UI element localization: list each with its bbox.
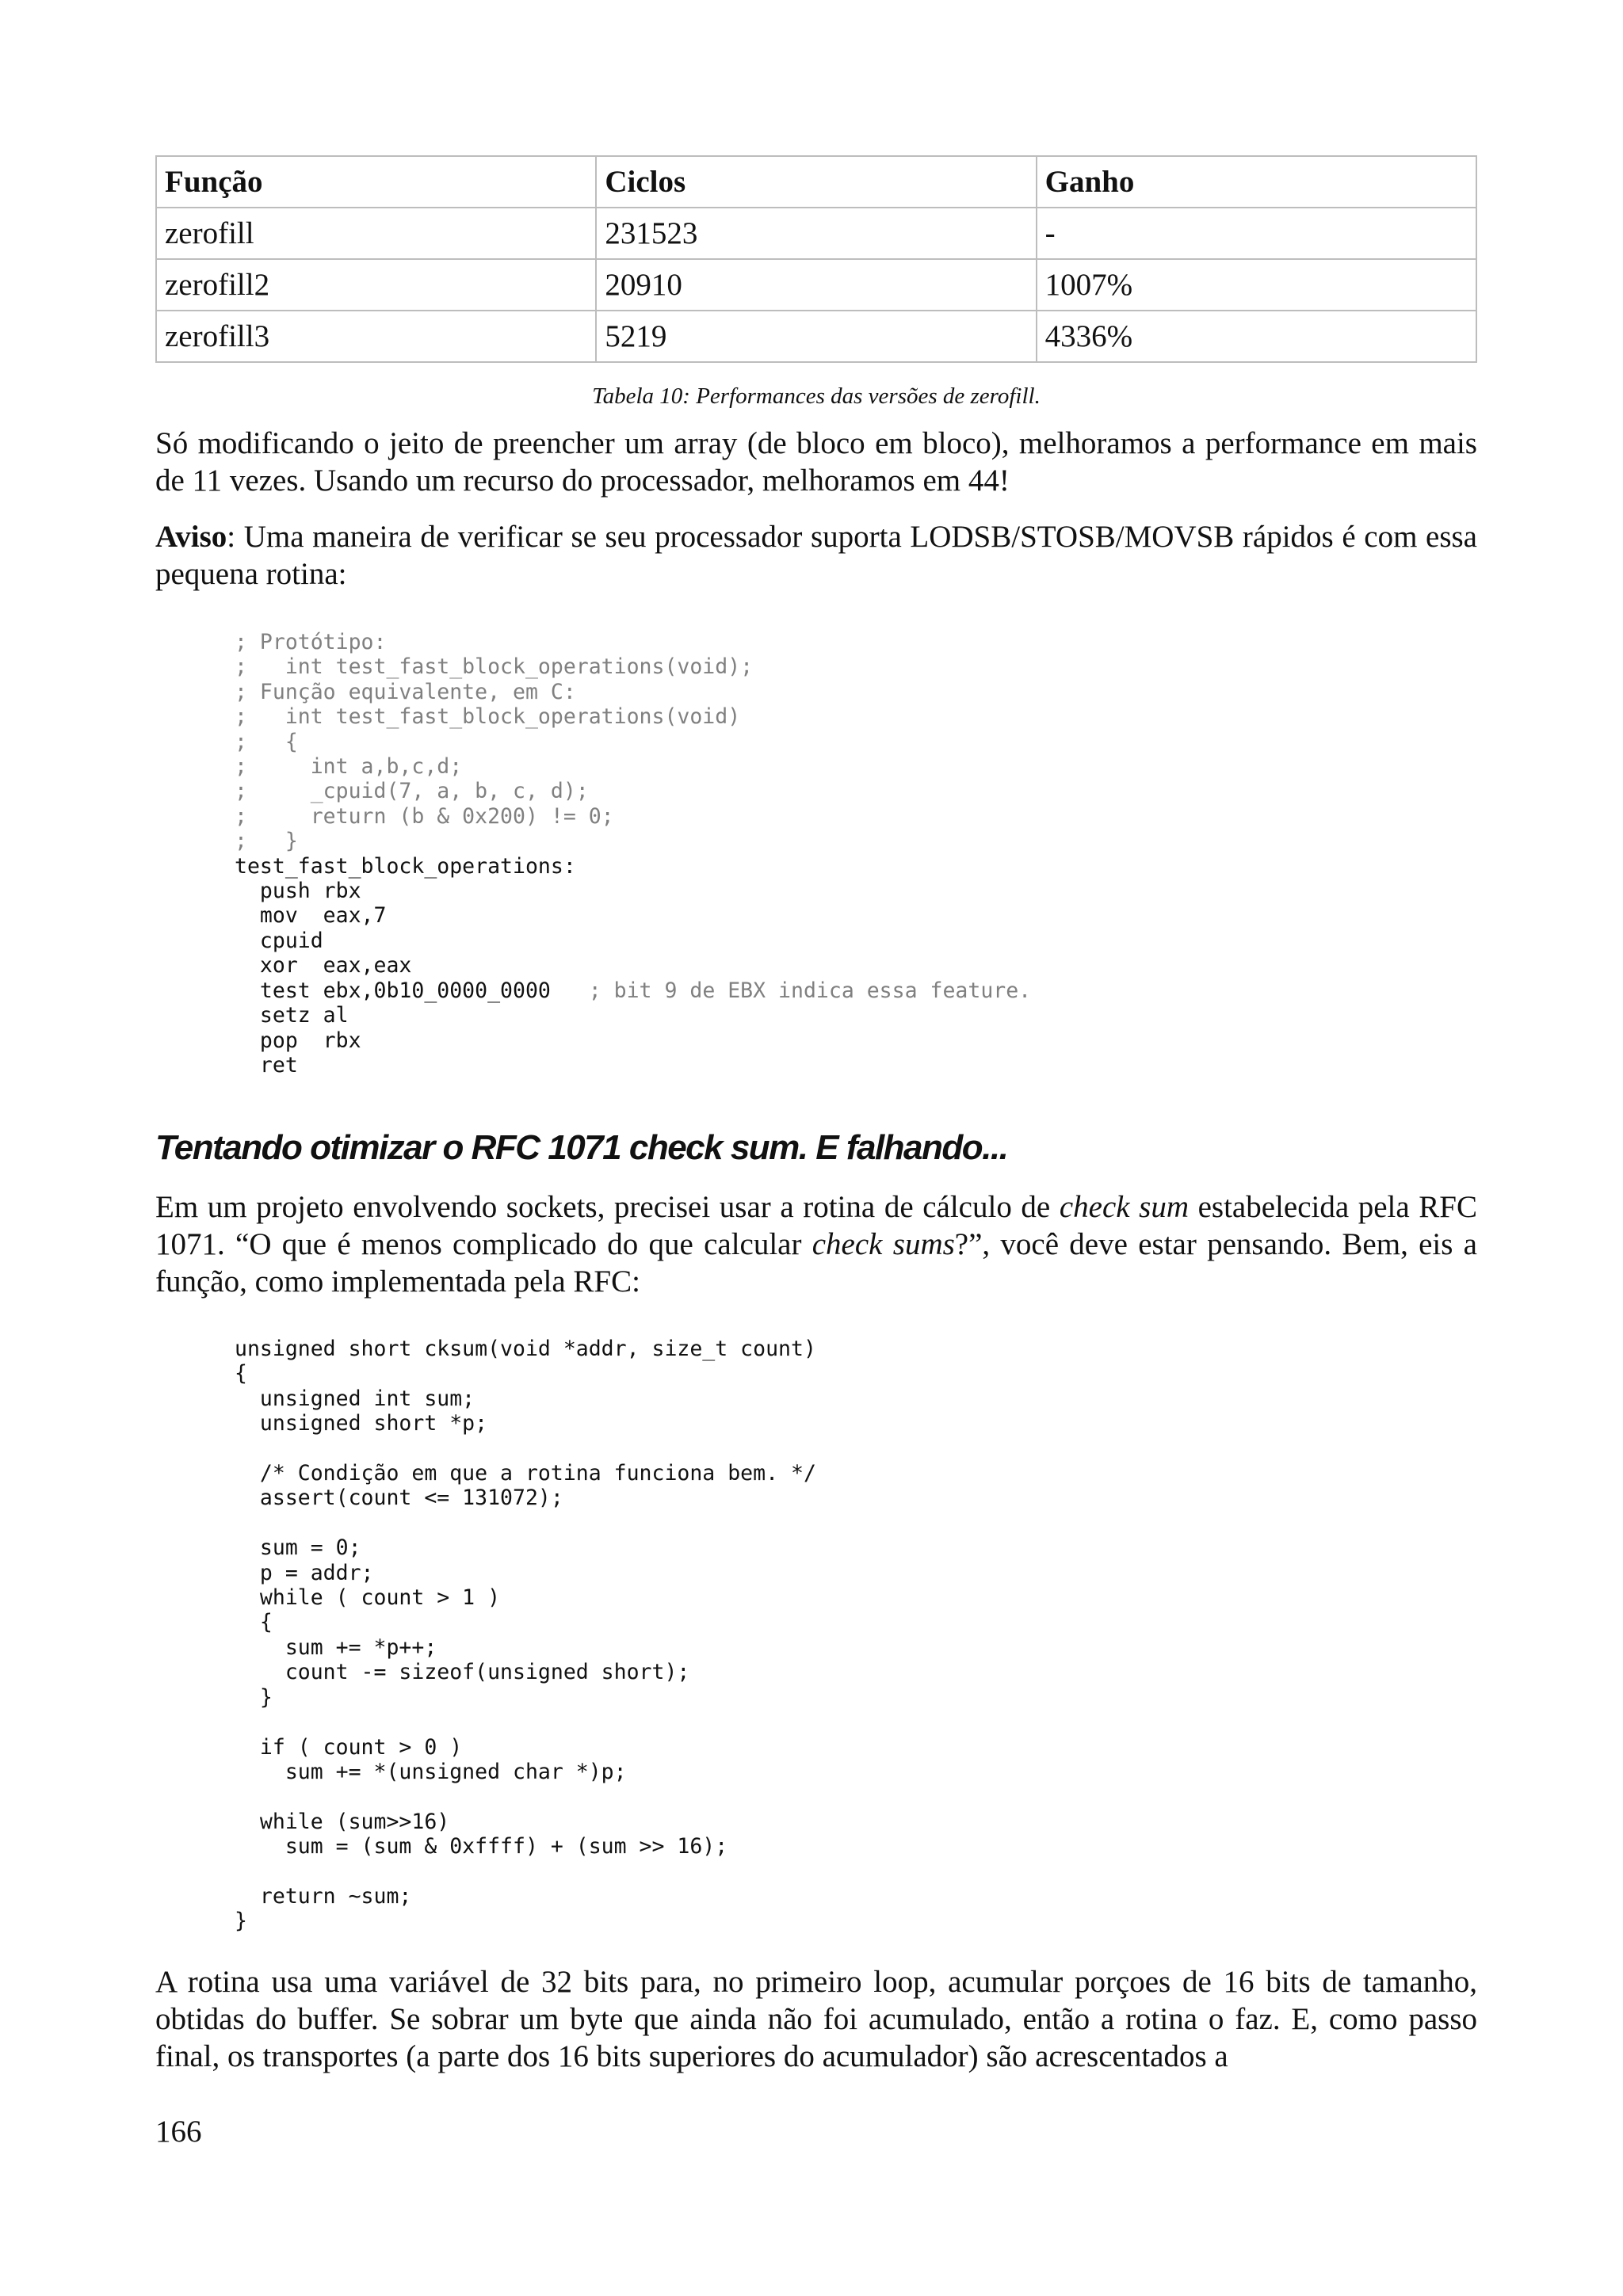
table-cell: zerofill <box>156 208 596 259</box>
code-line: ret <box>235 1052 298 1077</box>
code-line: pop rbx <box>235 1028 361 1053</box>
performance-table <box>155 155 1477 363</box>
page-number: 166 <box>155 2115 202 2149</box>
table-cell: zerofill2 <box>156 259 596 311</box>
table-cell: 5219 <box>596 311 1036 362</box>
italic-term: check sum <box>1059 1190 1190 1224</box>
code-comment-line: ; Protótipo: <box>235 630 387 654</box>
warning-paragraph <box>155 518 1477 593</box>
code-comment-line: ; int a,b,c,d; <box>235 754 463 780</box>
c-code-block <box>235 1337 816 1934</box>
code-line: unsigned short cksum(void *addr, size_t count) <box>235 1337 816 1361</box>
code-line: } <box>235 1684 273 1710</box>
code-comment-line: ; { <box>235 729 298 754</box>
code-comment-line: ; _cpuid(7, a, b, c, d); <box>235 779 589 804</box>
code-line: { <box>235 1610 273 1635</box>
table-caption: Tabela 10: Performances das versões de zerofill. <box>592 383 1041 409</box>
table-header-row <box>156 156 1476 208</box>
code-line: /* Condição em que a rotina funciona bem. */ <box>235 1461 816 1486</box>
table-cell: 231523 <box>596 208 1036 259</box>
table-cell: zerofill3 <box>156 311 596 362</box>
code-comment-line: ; return (b & 0x200) != 0; <box>235 803 614 829</box>
code-line: } <box>235 1909 247 1934</box>
code-line: p = addr; <box>235 1560 374 1585</box>
code-line: while (sum>>16) <box>235 1809 450 1834</box>
text-run: estabelecida pela RFC 1071. “O que é menos complicado do que calcular <box>155 1190 1478 1261</box>
code-line: sum = (sum & 0xffff) + (sum >> 16); <box>235 1834 728 1859</box>
code-line: test ebx,0b10_0000_0000 <box>235 978 589 1003</box>
code-line: cpuid <box>235 928 323 953</box>
code-line: return ~sum; <box>235 1883 412 1909</box>
code-line: while ( count > 1 ) <box>235 1585 501 1611</box>
text-run: ?”, você deve estar pensando. Bem, eis a função, como implementada pela RFC: <box>155 1227 1477 1299</box>
code-line: push rbx <box>235 879 361 904</box>
code-line: xor eax,eax <box>235 953 412 978</box>
table-row <box>156 208 1476 259</box>
code-line: sum += *p++; <box>235 1634 437 1660</box>
paragraph: Só modificando o jeito de preencher um array (de bloco em bloco), melhoramos a performance em mais de 11 vezes. Usando um recurso do processador, melhoramos em 44! <box>155 426 1477 498</box>
table-cell: 20910 <box>596 259 1036 311</box>
italic-term: check sums <box>812 1227 955 1261</box>
code-line: sum = 0; <box>235 1535 361 1561</box>
code-line: sum += *(unsigned char *)p; <box>235 1759 627 1784</box>
table-row <box>156 311 1476 362</box>
table-header-cell: Ganho <box>1037 156 1476 208</box>
table-header-cell: Ciclos <box>596 156 1036 208</box>
code-comment-line: ; Função equivalente, em C: <box>235 679 576 704</box>
code-line: setz al <box>235 1003 349 1028</box>
code-line: count -= sizeof(unsigned short); <box>235 1660 690 1685</box>
code-line: unsigned short *p; <box>235 1411 488 1436</box>
code-line: { <box>235 1361 247 1386</box>
code-line: unsigned int sum; <box>235 1386 475 1411</box>
code-comment-line: ; int test_fast_block_operations(void) <box>235 704 741 730</box>
paragraph <box>155 1188 1477 1300</box>
section-heading: Tentando otimizar o RFC 1071 check sum. E falhando... <box>155 1128 1008 1167</box>
warning-text: : Uma maneira de verificar se seu processador suporta LODSB/STOSB/MOVSB rápidos é com essa pequena rotina: <box>155 520 1477 591</box>
code-comment-line: ; int test_fast_block_operations(void); <box>235 654 754 680</box>
warning-label: Aviso <box>155 520 227 554</box>
code-line: assert(count <= 131072); <box>235 1486 563 1511</box>
assembly-code-block <box>235 630 1031 1077</box>
table-row <box>156 259 1476 311</box>
text-run: Em um projeto envolvendo sockets, precisei usar a rotina de cálculo de <box>155 1190 1060 1224</box>
code-line: if ( count > 0 ) <box>235 1734 463 1760</box>
table-cell: 4336% <box>1037 311 1476 362</box>
code-comment-line: ; } <box>235 829 298 854</box>
paragraph: A rotina usa uma variável de 32 bits para, no primeiro loop, acumular porçoes de 16 bits de tamanho, obtidas do buffer. Se sobrar um byte que ainda não foi acumulado, então a rotina o faz. E, como passo final, os transportes (a parte dos 16 bits superiores do acumulador) são acrescentados a <box>155 1965 1477 2073</box>
table-header-cell: Função <box>156 156 596 208</box>
code-line: test_fast_block_operations: <box>235 853 576 879</box>
table-cell: 1007% <box>1037 259 1476 311</box>
code-line: mov eax,7 <box>235 903 387 929</box>
table-cell: - <box>1037 208 1476 259</box>
code-inline-comment: ; bit 9 de EBX indica essa feature. <box>588 978 1032 1003</box>
